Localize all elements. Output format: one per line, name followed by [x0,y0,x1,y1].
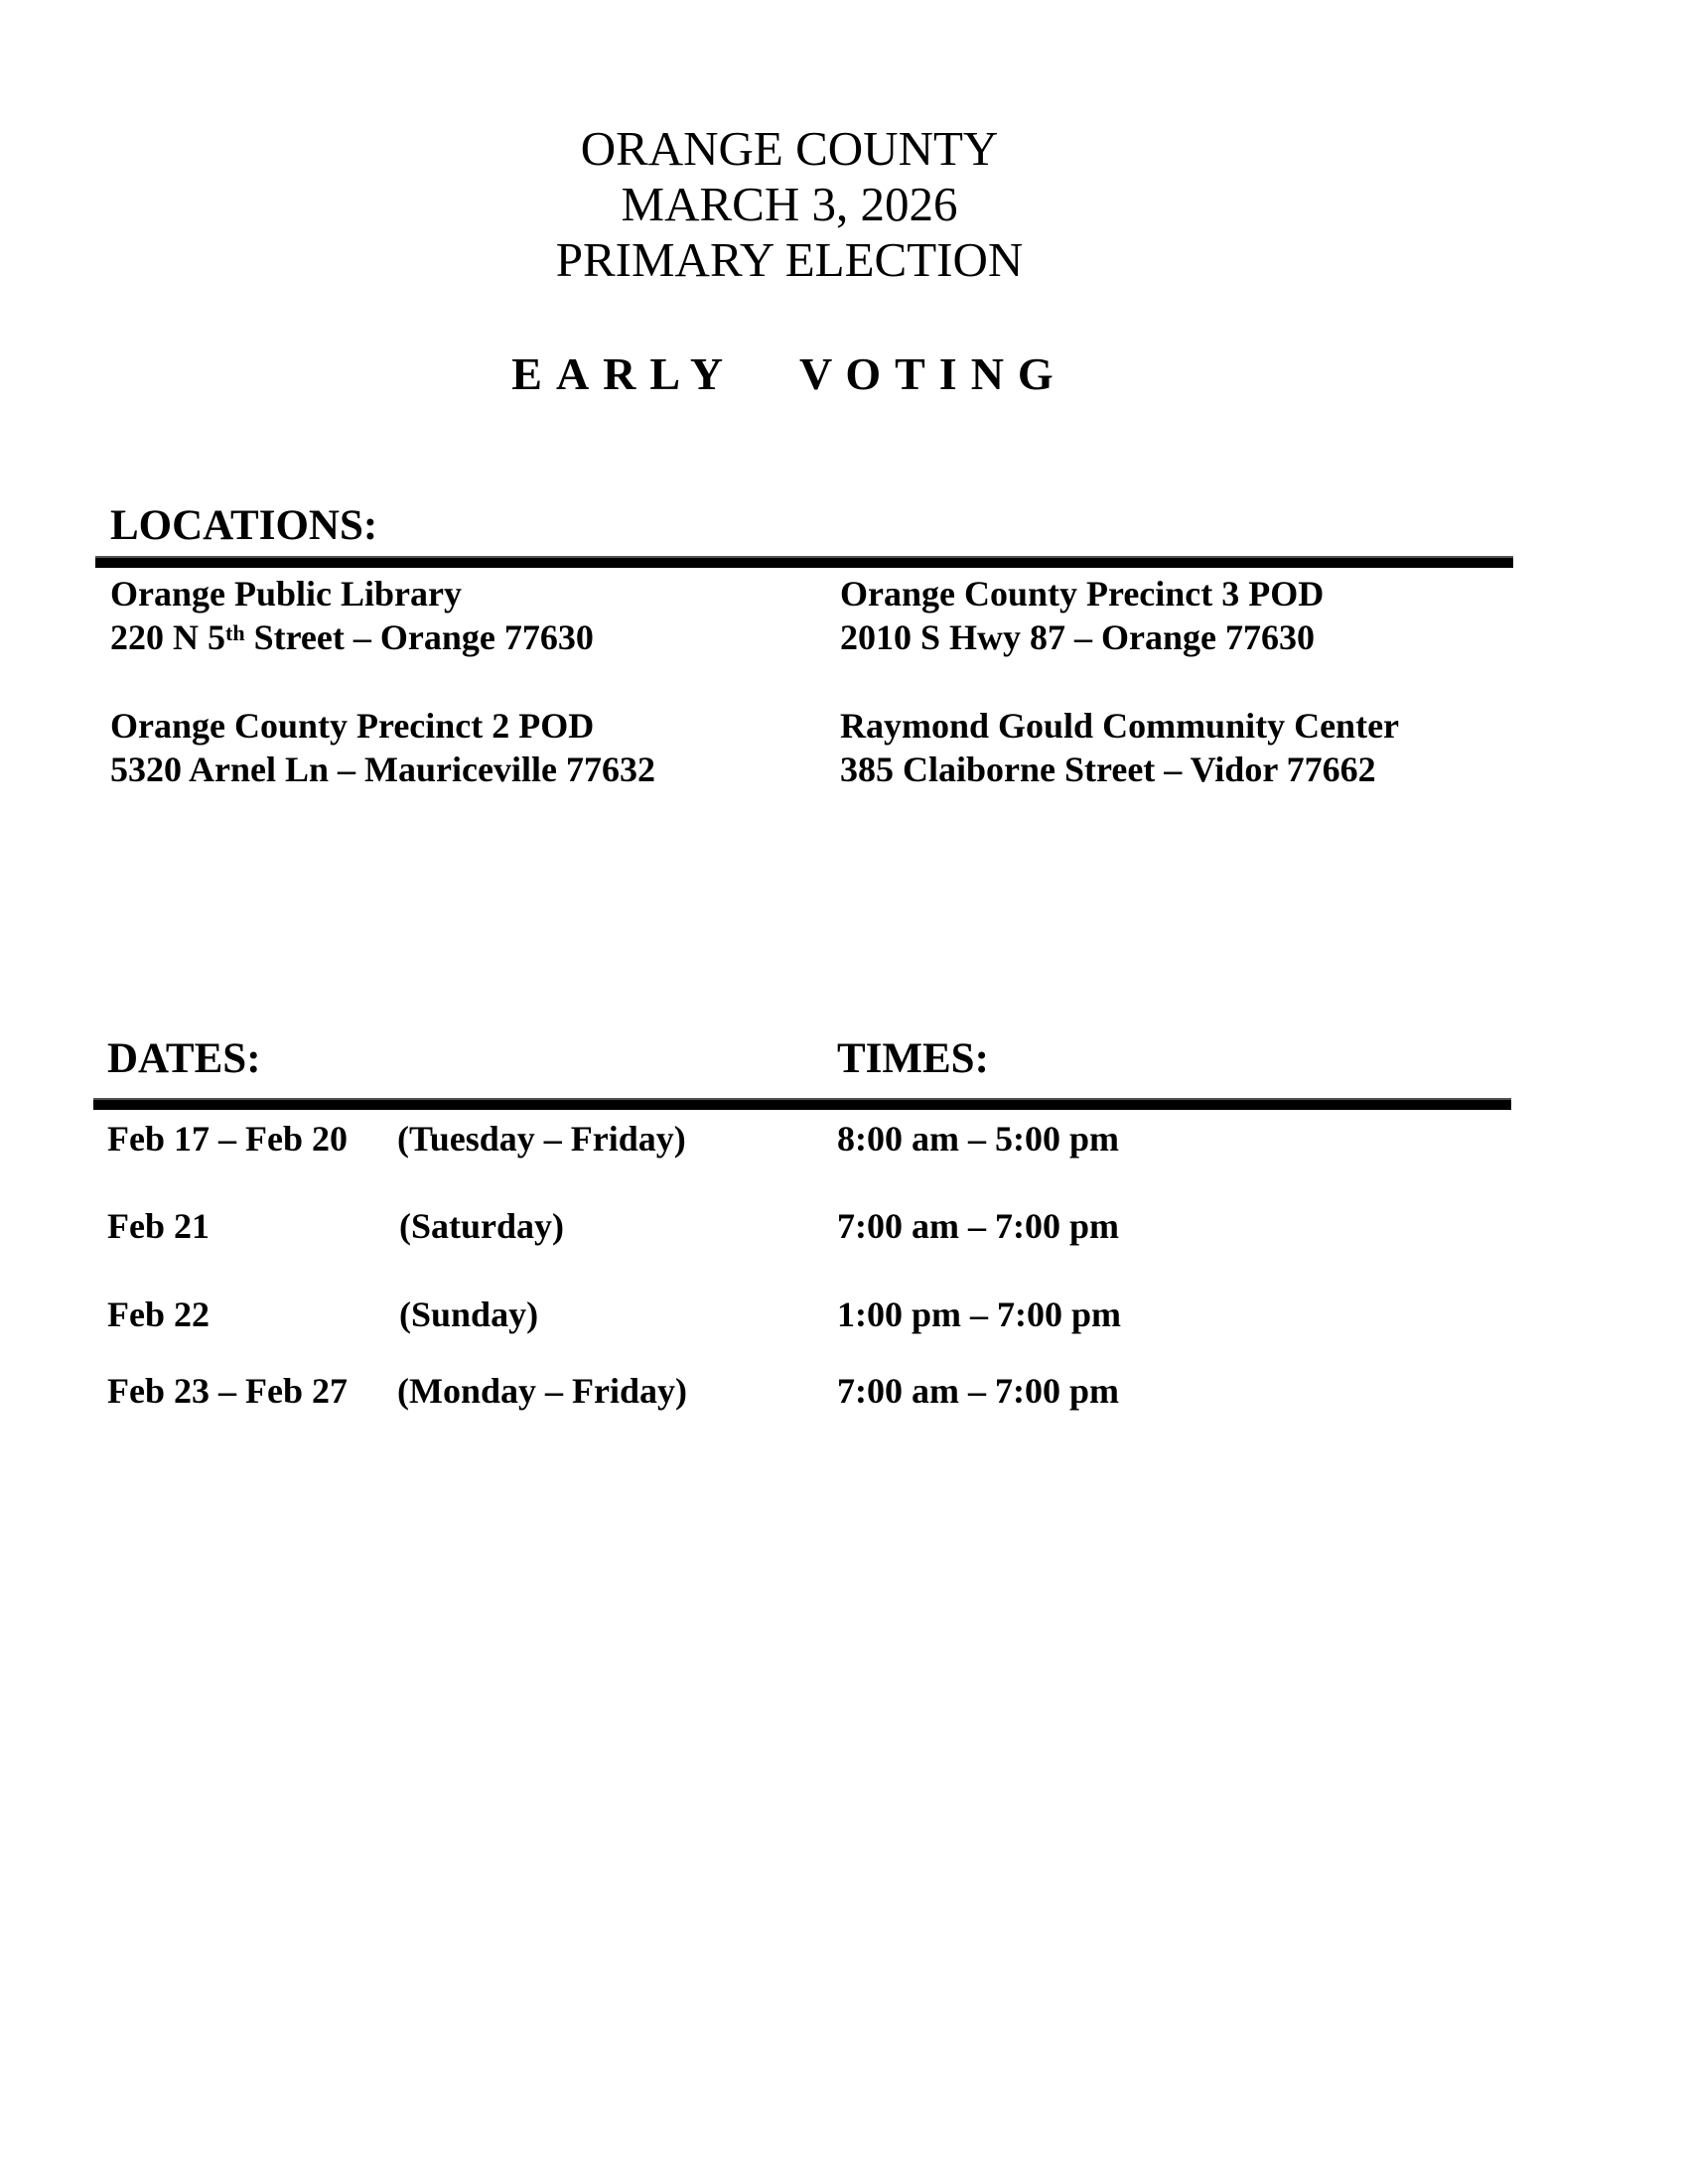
location-address [110,615,594,659]
dates-heading: DATES: [107,1035,261,1082]
day-range: (Tuesday – Friday) [397,1119,686,1159]
time-range: 7:00 am – 7:00 pm [837,1371,1119,1411]
schedule-divider [93,1098,1511,1110]
date-range: Feb 17 – Feb 20 [107,1119,348,1159]
ordinal-suffix: th [225,620,245,645]
day-range: (Sunday) [399,1295,539,1334]
day-range: (Saturday) [399,1206,565,1246]
date-range: Feb 21 [107,1206,210,1246]
location-address: 5320 Arnel Ln – Mauriceville 77632 [110,750,655,789]
address-text: 220 N 5 [110,617,225,657]
locations-heading: LOCATIONS: [110,502,378,549]
location-name: Raymond Gould Community Center [840,706,1400,746]
time-range: 7:00 am – 7:00 pm [837,1206,1119,1246]
date-range: Feb 22 [107,1295,210,1334]
location-name: Orange Public Library [110,574,462,614]
times-heading: TIMES: [837,1035,989,1082]
locations-divider [95,556,1513,568]
day-range: (Monday – Friday) [397,1371,687,1411]
election-title: PRIMARY ELECTION [555,232,1024,287]
date-range: Feb 23 – Feb 27 [107,1371,348,1411]
county-title: ORANGE COUNTY [580,121,999,176]
location-name: Orange County Precinct 3 POD [840,574,1325,614]
address-text: Street – Orange 77630 [244,617,594,657]
location-name: Orange County Precinct 2 POD [110,706,595,746]
early-voting-heading: EARLY VOTING [511,348,1067,399]
election-date: MARCH 3, 2026 [621,177,958,231]
location-address: 2010 S Hwy 87 – Orange 77630 [840,617,1316,657]
location-address: 385 Claiborne Street – Vidor 77662 [840,750,1376,789]
time-range: 1:00 pm – 7:00 pm [837,1295,1121,1334]
time-range: 8:00 am – 5:00 pm [837,1119,1119,1159]
